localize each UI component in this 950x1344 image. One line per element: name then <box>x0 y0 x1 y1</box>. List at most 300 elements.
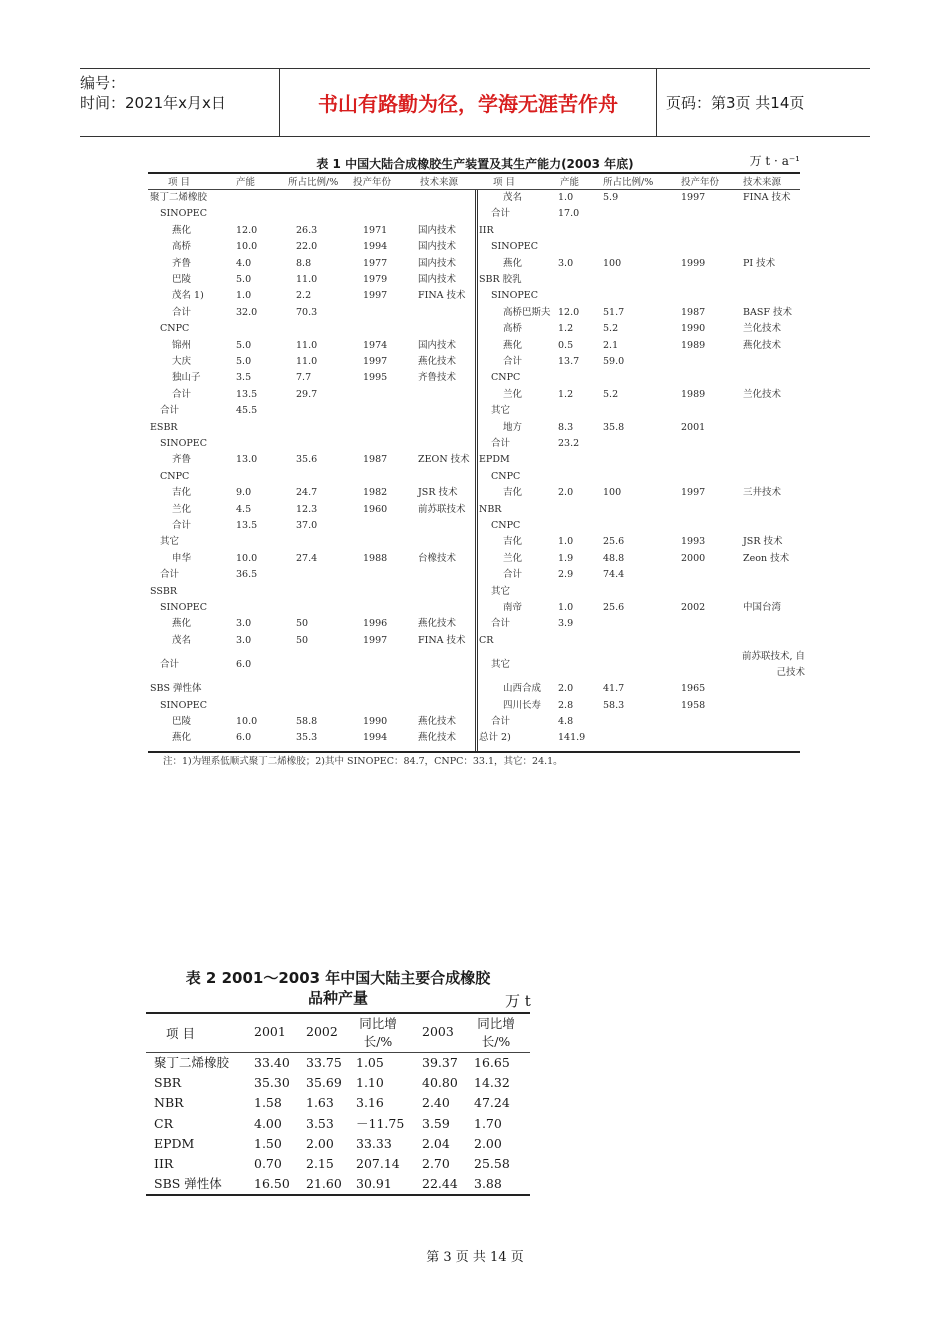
row-label: 吉化 <box>172 487 192 499</box>
table1-row <box>148 288 800 304</box>
row-label: ESBR <box>150 421 178 433</box>
share-cell: 7.7 <box>296 372 312 384</box>
value-cell: 16.65 <box>474 1055 510 1070</box>
row-label: EPDM <box>154 1135 195 1151</box>
value-cell: 16.50 <box>254 1176 290 1192</box>
table2-column-header: 2001 <box>254 1024 286 1039</box>
row-label: SINOPEC <box>160 208 207 220</box>
share-cell: 12.3 <box>296 503 318 515</box>
table1-row <box>148 600 800 616</box>
table2 <box>146 1012 530 1196</box>
row-label: CR <box>479 634 494 646</box>
row-label: SBS 弹性体 <box>154 1176 222 1192</box>
tech-cell: FINA 技术 <box>418 290 466 302</box>
tech-cell: 前苏联技术 <box>418 503 466 515</box>
row-label: SINOPEC <box>160 602 207 613</box>
header-motto: 书山有路勤为径，学海无涯苦作舟 <box>280 69 657 136</box>
value-cell: 1.05 <box>356 1055 384 1070</box>
share-cell: 58.8 <box>296 716 318 727</box>
value-cell: 2.00 <box>474 1135 502 1151</box>
row-label: 其它 <box>160 536 180 548</box>
value-cell: 25.58 <box>474 1155 510 1171</box>
row-label: 合计 <box>491 438 511 449</box>
table1-row <box>148 321 800 337</box>
capacity-cell: 13.5 <box>236 520 258 531</box>
tech-cell: 国内技术 <box>418 241 457 253</box>
share-cell: 11.0 <box>296 339 318 351</box>
row-label: NBR <box>479 503 502 515</box>
row-label: CNPC <box>491 520 521 531</box>
table1-row <box>148 551 800 567</box>
header-page-label: 页码：第3页 共14页 <box>666 94 805 112</box>
table1-column-header: 产能 <box>236 177 256 188</box>
capacity-cell: 13.0 <box>236 454 258 466</box>
table1-row <box>148 223 800 239</box>
row-label: 申华 <box>172 552 192 564</box>
row-label: 兰化 <box>172 503 192 515</box>
row-label: 巴陵 <box>172 716 192 727</box>
row-label: 巴陵 <box>172 274 192 285</box>
table1-row <box>148 452 800 468</box>
table2-header <box>146 1014 530 1053</box>
tech-cell: ZEON 技术 <box>418 454 470 466</box>
capacity-cell: 45.5 <box>236 405 258 417</box>
table2-row <box>146 1114 530 1134</box>
year-cell: 1977 <box>363 257 388 269</box>
capacity-cell: 1.0 <box>236 290 252 302</box>
year-cell: 1997 <box>681 487 706 499</box>
year-cell: 1971 <box>363 224 388 236</box>
table1-row <box>148 370 800 386</box>
table2-column-header: 同比增长/% <box>359 1016 397 1049</box>
year-cell: 1982 <box>363 487 388 499</box>
tech-cell: 国内技术 <box>418 339 457 351</box>
share-cell: 25.6 <box>603 536 625 548</box>
value-cell: 2.00 <box>306 1135 334 1151</box>
tech-cell: BASF 技术 <box>743 306 792 318</box>
row-label: 聚丁二烯橡胶 <box>150 192 208 203</box>
table2-title <box>148 968 528 1008</box>
capacity-cell: 1.0 <box>558 192 574 203</box>
page-header <box>80 68 870 137</box>
value-cell: 47.24 <box>474 1095 510 1111</box>
value-cell: 1.10 <box>356 1075 384 1091</box>
table1-column-header: 项 目 <box>168 177 191 188</box>
table1-row <box>148 338 800 354</box>
value-cell: 14.32 <box>474 1075 510 1091</box>
row-label: 燕化 <box>172 732 192 744</box>
row-label: 四川长寿 <box>503 699 542 711</box>
year-cell: 2001 <box>681 421 706 433</box>
table1-row <box>148 256 800 272</box>
year-cell: 1994 <box>363 732 388 744</box>
table2-column-header: 2002 <box>306 1024 338 1039</box>
row-label: EPDM <box>479 454 510 466</box>
table2-column-header: 项 目 <box>166 1026 195 1041</box>
row-label: 茂名 1) <box>172 290 204 302</box>
capacity-cell: 5.0 <box>236 339 252 351</box>
table2-row <box>146 1134 530 1154</box>
value-cell: 2.70 <box>422 1155 450 1171</box>
table1-column-header: 产能 <box>560 177 580 188</box>
tech-cell: 兰化技术 <box>743 323 782 335</box>
value-cell: 35.30 <box>254 1075 290 1091</box>
value-cell: 207.14 <box>356 1155 400 1171</box>
table1-row <box>148 567 800 583</box>
page-footer: 第 3 页 共 14 页 <box>426 1250 524 1265</box>
row-label: 合计 <box>491 618 511 630</box>
row-label: SINOPEC <box>491 241 538 253</box>
year-cell: 1997 <box>363 290 388 302</box>
year-cell: 1989 <box>681 388 706 400</box>
year-cell: 1989 <box>681 339 706 351</box>
tech-cell: 台橡技术 <box>418 552 457 564</box>
table1-row <box>148 681 800 697</box>
capacity-cell: 9.0 <box>236 487 252 499</box>
value-cell: 33.33 <box>356 1135 392 1151</box>
table2-title-line2: 品种产量 <box>307 989 368 1007</box>
row-label: 兰化 <box>503 552 523 564</box>
share-cell: 2.1 <box>603 339 619 351</box>
table1-column-header: 投产年份 <box>681 177 720 188</box>
year-cell: 1999 <box>681 257 706 269</box>
table1-column-header: 所占比例/% <box>603 177 654 188</box>
tech-cell: JSR 技术 <box>418 487 458 499</box>
row-label: SSBR <box>150 585 177 597</box>
year-cell: 1997 <box>363 634 388 646</box>
row-label: 高桥 <box>172 241 192 253</box>
capacity-cell: 6.0 <box>236 732 252 744</box>
table1-row <box>148 190 800 206</box>
table1-row <box>148 714 800 730</box>
table1-row <box>148 730 800 746</box>
year-cell: 1958 <box>681 699 706 711</box>
value-cell: 3.16 <box>356 1095 384 1111</box>
value-cell: 3.59 <box>422 1115 450 1131</box>
share-cell: 70.3 <box>296 306 318 318</box>
year-cell: 1994 <box>363 241 388 253</box>
year-cell: 1996 <box>363 618 388 630</box>
table1-row <box>148 239 800 255</box>
year-cell: 1995 <box>363 372 388 384</box>
table1-column-header: 项 目 <box>493 177 516 188</box>
row-label: 兰化 <box>503 388 523 400</box>
year-cell: 1997 <box>681 192 706 203</box>
row-label: CR <box>154 1115 173 1131</box>
tech-cell: 齐鲁技术 <box>418 372 457 384</box>
tech-cell: 燕化技术 <box>743 339 782 351</box>
tech-cell: 燕化技术 <box>418 618 457 630</box>
capacity-cell: 13.7 <box>558 356 580 367</box>
row-label: 高桥巴斯夫 <box>503 306 551 318</box>
capacity-cell: 32.0 <box>236 306 258 318</box>
capacity-cell: 1.0 <box>558 602 574 613</box>
table2-row <box>146 1073 530 1093</box>
capacity-cell: 23.2 <box>558 438 580 449</box>
row-label: 合计 <box>503 356 523 367</box>
share-cell: 35.3 <box>296 732 318 744</box>
row-label: 其它 <box>491 405 511 417</box>
share-cell: 100 <box>603 257 622 269</box>
value-cell: 30.91 <box>356 1176 392 1192</box>
year-cell: 1990 <box>681 323 706 335</box>
capacity-cell: 1.9 <box>558 552 574 564</box>
row-label: 合计 <box>160 405 180 417</box>
row-label: SINOPEC <box>491 290 538 302</box>
tech-cell: 燕化技术 <box>418 356 457 367</box>
table1-column-header: 投产年份 <box>353 177 392 188</box>
capacity-cell: 8.3 <box>558 421 574 433</box>
capacity-cell: 4.0 <box>236 257 252 269</box>
tech-cell: 燕化技术 <box>418 716 457 727</box>
tech-cell: 燕化技术 <box>418 732 457 744</box>
capacity-cell: 2.0 <box>558 487 574 499</box>
row-label: 合计 <box>491 716 511 727</box>
value-cell: 33.75 <box>306 1055 342 1070</box>
table1-title: 表 1 中国大陆合成橡胶生产装置及其生产能力(2003 年底) <box>316 157 634 171</box>
row-label: 合计 <box>160 569 180 581</box>
share-cell: 2.2 <box>296 290 312 302</box>
value-cell: 21.60 <box>306 1176 342 1192</box>
capacity-cell: 12.0 <box>236 224 258 236</box>
table1-row <box>148 403 800 419</box>
capacity-cell: 2.8 <box>558 699 574 711</box>
row-label: 齐鲁 <box>172 257 192 269</box>
row-label: 茂名 <box>503 192 523 203</box>
table1-row <box>148 387 800 403</box>
table1-row <box>148 305 800 321</box>
year-cell: 1997 <box>363 356 388 367</box>
capacity-cell: 10.0 <box>236 552 258 564</box>
value-cell: 2.40 <box>422 1095 450 1111</box>
tech-cell: FINA 技术 <box>418 634 466 646</box>
capacity-cell: 3.5 <box>236 372 252 384</box>
table1-row <box>148 698 800 714</box>
share-cell: 11.0 <box>296 356 318 367</box>
share-cell: 25.6 <box>603 602 625 613</box>
table2-column-header: 同比增长/% <box>477 1016 515 1049</box>
table2-row <box>146 1053 530 1073</box>
value-cell: 35.69 <box>306 1075 342 1091</box>
table1-row <box>148 616 800 632</box>
row-label: 山西合成 <box>503 683 542 695</box>
value-cell: 0.70 <box>254 1155 282 1171</box>
tech-cell: 国内技术 <box>418 274 457 285</box>
value-cell: 1.70 <box>474 1115 502 1131</box>
row-label: 锦州 <box>172 339 192 351</box>
year-cell: 1990 <box>363 716 388 727</box>
table2-title-line1: 表 2 2001～2003 年中国大陆主要合成橡胶 <box>185 969 491 987</box>
table1-row <box>148 436 800 452</box>
capacity-cell: 1.2 <box>558 323 574 335</box>
row-label: 其它 <box>491 659 511 671</box>
tech-cell: PI 技术 <box>743 257 776 269</box>
capacity-cell: 12.0 <box>558 306 580 318</box>
year-cell: 1965 <box>681 683 706 695</box>
table1-row <box>148 420 800 436</box>
value-cell: 39.37 <box>422 1055 458 1070</box>
capacity-cell: 3.0 <box>236 634 252 646</box>
share-cell: 22.0 <box>296 241 318 253</box>
share-cell: 35.6 <box>296 454 318 466</box>
value-cell: 2.04 <box>422 1135 450 1151</box>
capacity-cell: 3.0 <box>236 618 252 630</box>
row-label: 燕化 <box>503 257 523 269</box>
row-label: SBR 胶乳 <box>479 274 522 285</box>
value-cell: －11.75 <box>356 1115 405 1131</box>
row-label: CNPC <box>491 372 521 384</box>
row-label: 南帝 <box>503 602 523 613</box>
row-label: CNPC <box>160 470 190 482</box>
row-label: 大庆 <box>172 356 192 367</box>
value-cell: 22.44 <box>422 1176 458 1192</box>
year-cell: 1993 <box>681 536 706 548</box>
table1-row <box>148 469 800 485</box>
table1-row <box>148 354 800 370</box>
share-cell: 26.3 <box>296 224 318 236</box>
share-cell: 11.0 <box>296 274 318 285</box>
row-label: 聚丁二烯橡胶 <box>154 1055 230 1070</box>
row-label: 燕化 <box>503 339 523 351</box>
row-label: 齐鲁 <box>172 454 192 466</box>
value-cell: 2.15 <box>306 1155 334 1171</box>
row-label: CNPC <box>160 323 190 335</box>
table1-row <box>148 206 800 222</box>
table1-row <box>148 502 800 518</box>
share-cell: 5.2 <box>603 388 619 400</box>
row-label: SINOPEC <box>160 699 207 711</box>
tech-cell: 前苏联技术, 自己技术 <box>741 651 805 679</box>
table2-row <box>146 1154 530 1174</box>
tech-cell: JSR 技术 <box>743 536 783 548</box>
table2-row <box>146 1093 530 1113</box>
table2-unit: 万 t <box>505 992 531 1010</box>
capacity-cell: 13.5 <box>236 388 258 400</box>
row-label: 合计 <box>172 306 192 318</box>
row-label: 地方 <box>503 421 523 433</box>
table1-row <box>148 534 800 550</box>
capacity-cell: 1.0 <box>558 536 574 548</box>
share-cell: 5.2 <box>603 323 619 335</box>
share-cell: 51.7 <box>603 306 625 318</box>
table1-note: 注：1)为锂系低顺式聚丁二烯橡胶；2)其中 SINOPEC：84.7，CNPC：33.1，其它：24.1。 <box>163 756 563 767</box>
share-cell: 50 <box>296 634 309 646</box>
share-cell: 58.3 <box>603 699 625 711</box>
capacity-cell: 4.5 <box>236 503 252 515</box>
year-cell: 1960 <box>363 503 388 515</box>
row-label: 高桥 <box>503 323 523 335</box>
table1-row <box>148 584 800 600</box>
share-cell: 48.8 <box>603 552 625 564</box>
row-label: 吉化 <box>503 487 523 499</box>
year-cell: 2000 <box>681 552 706 564</box>
year-cell: 2002 <box>681 602 706 613</box>
year-cell: 1988 <box>363 552 388 564</box>
table1-row <box>148 633 800 649</box>
row-label: 茂名 <box>172 634 192 646</box>
row-label: 燕化 <box>172 618 192 630</box>
value-cell: 40.80 <box>422 1075 458 1091</box>
share-cell: 27.4 <box>296 552 318 564</box>
row-label: 总计 2) <box>479 732 511 744</box>
capacity-cell: 3.0 <box>558 257 574 269</box>
year-cell: 1987 <box>363 454 388 466</box>
table1-row <box>148 485 800 501</box>
share-cell: 50 <box>296 618 309 630</box>
tech-cell: 国内技术 <box>418 257 457 269</box>
row-label: SBS 弹性体 <box>150 683 202 695</box>
tech-cell: 中国台湾 <box>743 602 782 613</box>
capacity-cell: 3.9 <box>558 618 574 630</box>
share-cell: 100 <box>603 487 622 499</box>
value-cell: 1.58 <box>254 1095 282 1111</box>
table1 <box>148 172 805 753</box>
tech-cell: 三井技术 <box>743 487 782 499</box>
row-label: NBR <box>154 1095 184 1111</box>
table1-column-header: 技术来源 <box>420 177 459 188</box>
table1-column-header: 技术来源 <box>743 177 782 188</box>
tech-cell: Zeon 技术 <box>743 552 790 564</box>
row-label: 独山子 <box>172 372 201 384</box>
capacity-cell: 17.0 <box>558 208 580 220</box>
row-label: 其它 <box>491 585 511 597</box>
row-label: 合计 <box>491 208 511 220</box>
share-cell: 5.9 <box>603 192 619 203</box>
share-cell: 24.7 <box>296 487 318 499</box>
value-cell: 1.63 <box>306 1095 334 1111</box>
share-cell: 37.0 <box>296 520 318 531</box>
capacity-cell: 36.5 <box>236 569 258 581</box>
share-cell: 74.4 <box>603 569 625 581</box>
code-label: 编号： <box>80 74 126 92</box>
value-cell: 4.00 <box>254 1115 282 1131</box>
value-cell: 1.50 <box>254 1135 282 1151</box>
capacity-cell: 141.9 <box>558 732 586 744</box>
capacity-cell: 0.5 <box>558 339 574 351</box>
row-label: 燕化 <box>172 224 192 236</box>
year-cell: 1979 <box>363 274 388 285</box>
tech-cell: FINA 技术 <box>743 192 791 203</box>
capacity-cell: 10.0 <box>236 716 258 727</box>
table1-row <box>148 272 800 288</box>
row-label: CNPC <box>491 470 521 482</box>
row-label: 合计 <box>503 569 523 581</box>
header-meta <box>80 69 280 136</box>
tech-cell: 国内技术 <box>418 224 457 236</box>
table1-row <box>148 518 800 534</box>
share-cell: 8.8 <box>296 257 312 269</box>
table1-unit: 万 t · a⁻¹ <box>749 154 800 168</box>
time-label: 时间：2021年x月x日 <box>80 94 226 112</box>
table1-row <box>148 649 805 681</box>
table2-column-header: 2003 <box>422 1024 454 1039</box>
row-label: IIR <box>479 224 494 236</box>
share-cell: 59.0 <box>603 356 625 367</box>
capacity-cell: 4.8 <box>558 716 574 727</box>
capacity-cell: 10.0 <box>236 241 258 253</box>
table1-body <box>148 190 805 751</box>
row-label: 合计 <box>172 388 192 400</box>
row-label: 吉化 <box>503 536 523 548</box>
table2-body <box>146 1053 530 1194</box>
capacity-cell: 6.0 <box>236 659 252 671</box>
value-cell: 3.88 <box>474 1176 502 1192</box>
capacity-cell: 2.9 <box>558 569 574 581</box>
capacity-cell: 5.0 <box>236 356 252 367</box>
table1-header <box>148 174 800 190</box>
year-cell: 1974 <box>363 339 388 351</box>
share-cell: 29.7 <box>296 388 318 400</box>
